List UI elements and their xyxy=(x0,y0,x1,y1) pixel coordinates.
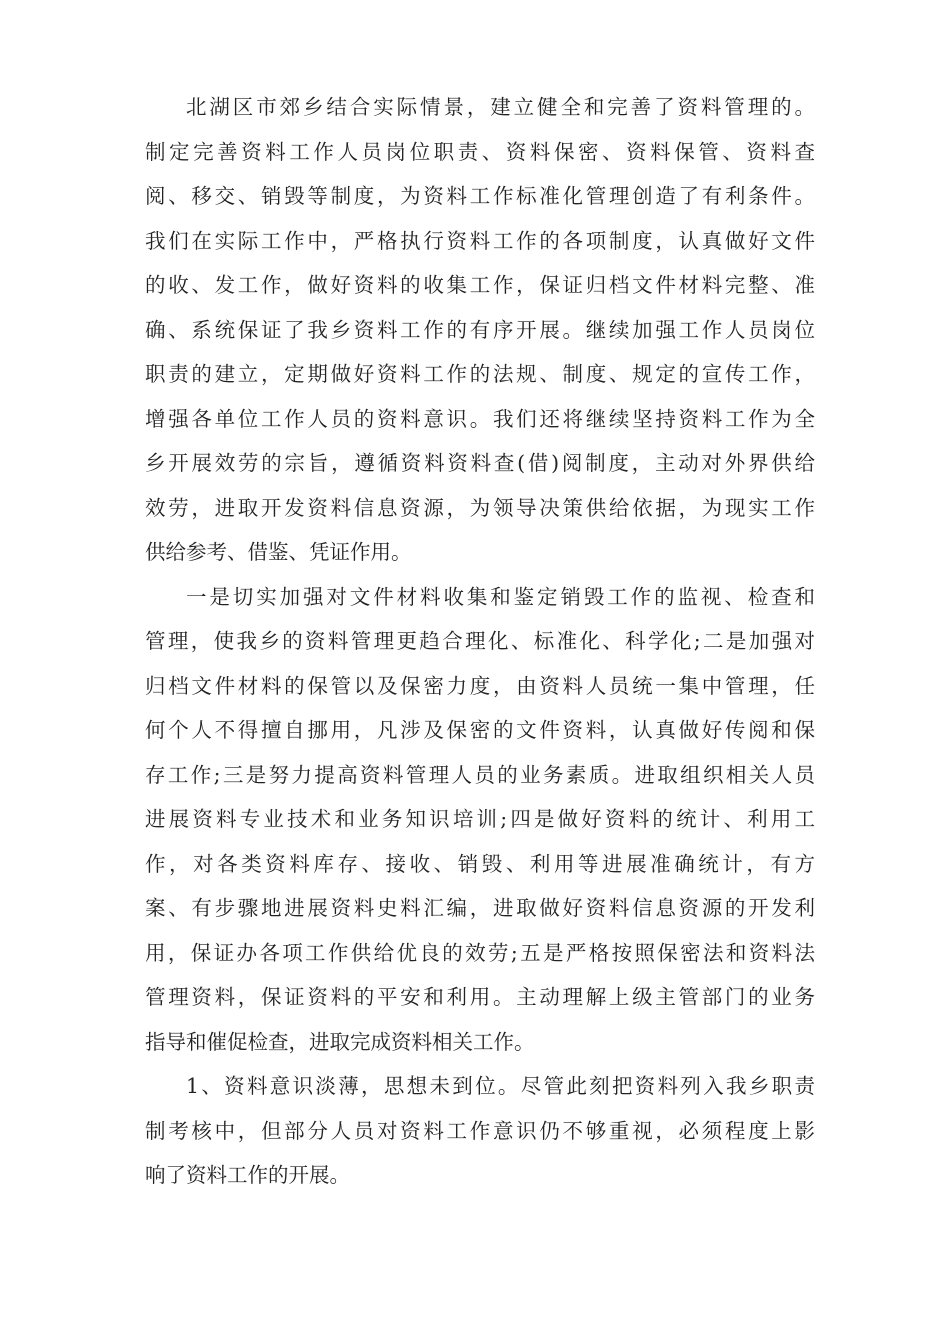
paragraph-line: 阅、移交、销毁等制度，为资料工作标准化管理创造了有利条件。 xyxy=(145,184,815,208)
paragraph-line: 存工作;三是努力提高资料管理人员的业务素质。进取组织相关人员 xyxy=(145,762,815,787)
paragraph-2 xyxy=(145,575,815,1065)
paragraph-line: 案、有步骤地进展资料史料汇编，进取做好资料信息资源的开发利 xyxy=(145,896,815,920)
paragraph-line: 确、系统保证了我乡资料工作的有序开展。继续加强工作人员岗位 xyxy=(145,317,815,342)
paragraph-line: 供给参考、借鉴、凭证作用。 xyxy=(145,540,412,564)
paragraph-line: 制定完善资料工作人员岗位职责、资料保密、资料保管、资料查 xyxy=(145,139,815,164)
paragraph-line: 北湖区市郊乡结合实际情景，建立健全和完善了资料管理的。 xyxy=(186,95,815,119)
paragraph-line: 归档文件材料的保管以及保密力度，由资料人员统一集中管理，任 xyxy=(145,673,815,698)
paragraph-line: 响了资料工作的开展。 xyxy=(145,1163,350,1187)
paragraph-line: 我们在实际工作中，严格执行资料工作的各项制度，认真做好文件 xyxy=(145,228,815,253)
paragraph-line: 进展资料专业技术和业务知识培训;四是做好资料的统计、利用工 xyxy=(145,807,815,831)
paragraph-line: 何个人不得擅自挪用，凡涉及保密的文件资料，认真做好传阅和保 xyxy=(145,718,815,742)
paragraph-line: 的收、发工作，做好资料的收集工作，保证归档文件材料完整、准 xyxy=(145,273,815,297)
paragraph-line: 一是切实加强对文件材料收集和鉴定销毁工作的监视、检查和 xyxy=(186,584,815,609)
paragraph-line: 管理，使我乡的资料管理更趋合理化、标准化、科学化;二是加强对 xyxy=(145,629,815,653)
paragraph-line: 职责的建立，定期做好资料工作的法规、制度、规定的宣传工作， xyxy=(145,362,815,386)
paragraph-line: 管理资料，保证资料的平安和利用。主动理解上级主管部门的业务 xyxy=(145,985,815,1009)
paragraph-line: 增强各单位工作人员的资料意识。我们还将继续坚持资料工作为全 xyxy=(145,406,815,431)
paragraph-line: 制考核中，但部分人员对资料工作意识仍不够重视，必须程度上影 xyxy=(145,1118,815,1143)
paragraph-line: 指导和催促检查，进取完成资料相关工作。 xyxy=(145,1029,535,1054)
paragraph-line: 效劳，进取开发资料信息资源，为领导决策供给依据，为现实工作 xyxy=(145,495,815,520)
paragraph-line: 作，对各类资料库存、接收、销毁、利用等进展准确统计，有方 xyxy=(145,851,815,876)
paragraph-3 xyxy=(145,1064,815,1198)
document-body xyxy=(145,85,815,1198)
paragraph-line: 用，保证办各项工作供给优良的效劳;五是严格按照保密法和资料法 xyxy=(145,940,815,965)
paragraph-line: 乡开展效劳的宗旨，遵循资料资料查(借)阅制度，主动对外界供给 xyxy=(145,451,815,475)
paragraph-line: 1、资料意识淡薄，思想未到位。尽管此刻把资料列入我乡职责 xyxy=(186,1074,815,1098)
paragraph-1 xyxy=(145,85,815,575)
